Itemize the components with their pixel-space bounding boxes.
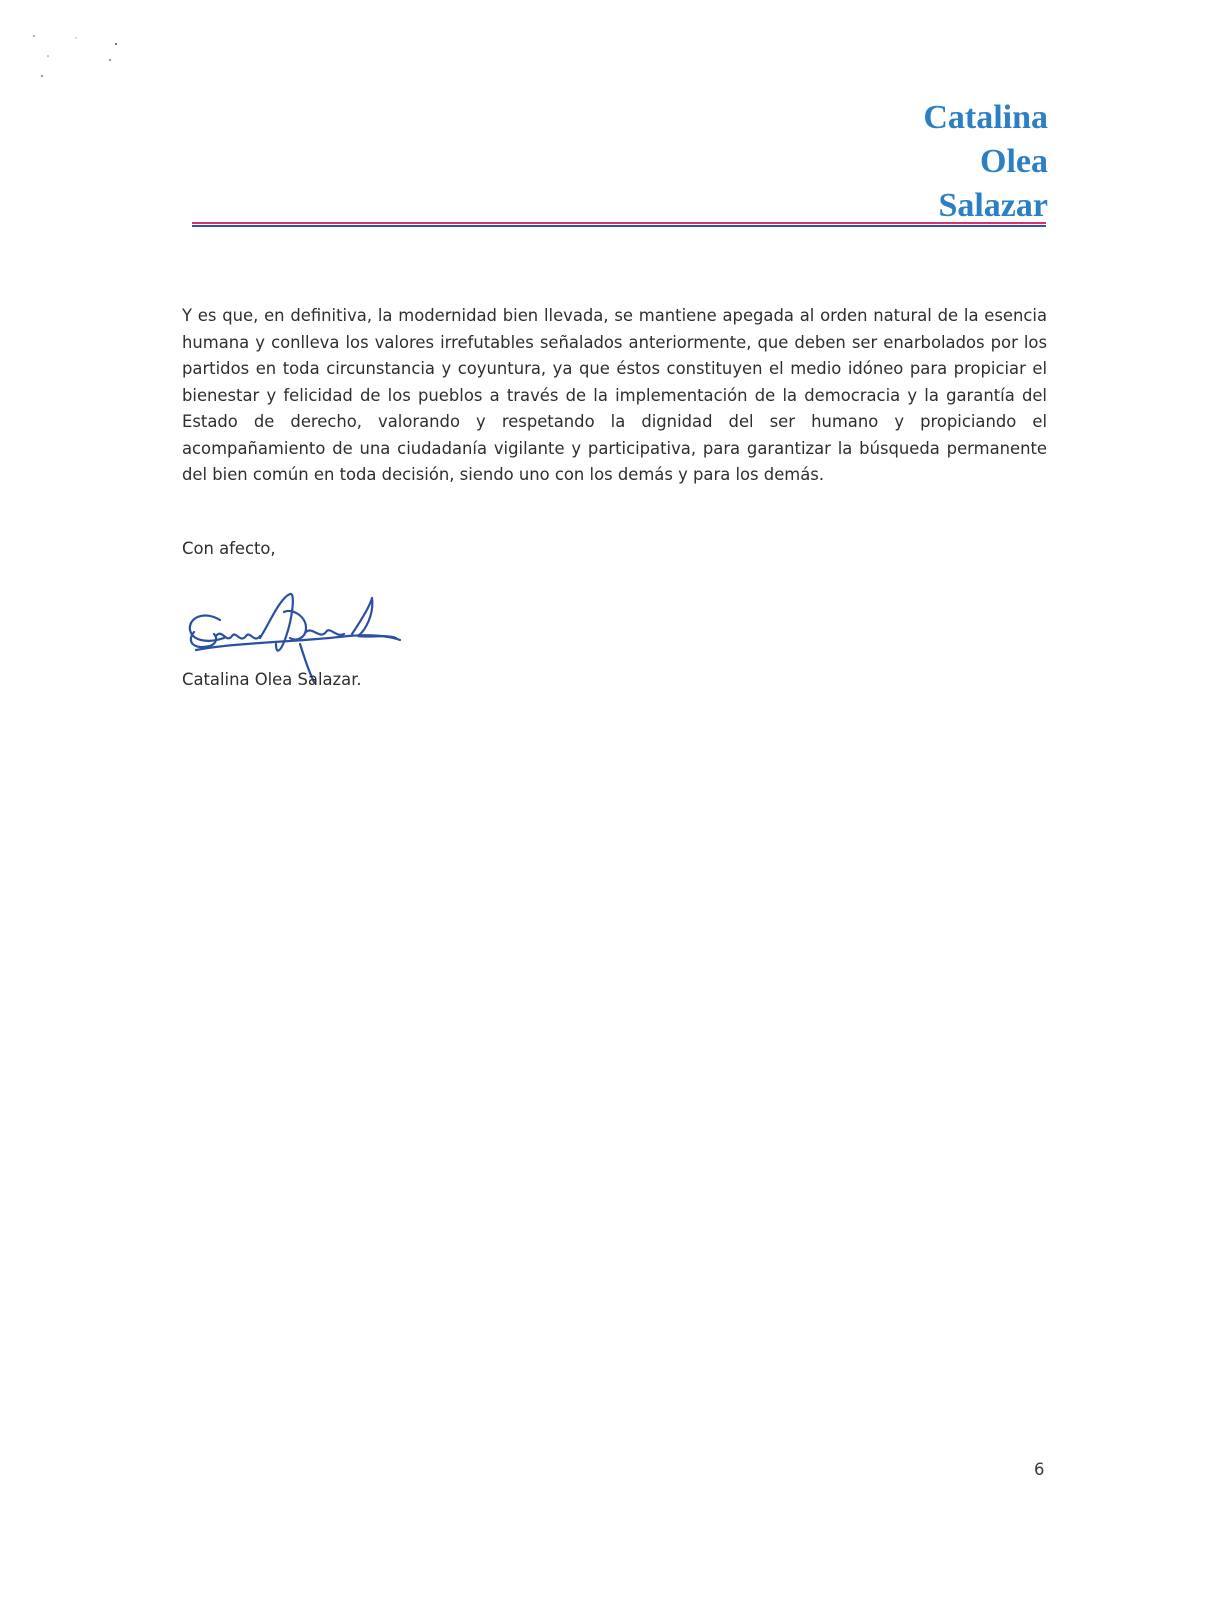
scan-specks: [20, 30, 130, 90]
letterhead-first-name: Catalina: [923, 99, 1048, 136]
letterhead-middle-name: Olea: [980, 143, 1048, 180]
letterhead-last-name: Salazar: [938, 187, 1048, 224]
page-number: 6: [1034, 1460, 1045, 1479]
body-paragraph: Y es que, en definitiva, la modernidad bien llevada, se mantiene apegada al orden natural de la esencia humana y conlleva los valores irrefutables señalados anteriormente, que deben ser enarbolados por los partidos en toda circunstancia y coyuntura, ya que éstos constituyen el medio idóneo para propiciar el bienestar y felicidad de los pueblos a través de la implementación de la democracia y la garantía del Estado de derecho, valorando y respetando la dignidad del ser humano y propiciando el acompañamiento de una ciudadanía vigilante y participativa, para garantizar la búsqueda permanente del bien común en toda decisión, siendo uno con los demás y para los demás.: [182, 306, 1047, 484]
letterhead-rule: [192, 221, 1046, 231]
closing-salutation: Con afecto,: [182, 539, 276, 558]
signer-name: Catalina Olea Salazar.: [182, 670, 362, 689]
letterhead-name: [923, 96, 1048, 228]
